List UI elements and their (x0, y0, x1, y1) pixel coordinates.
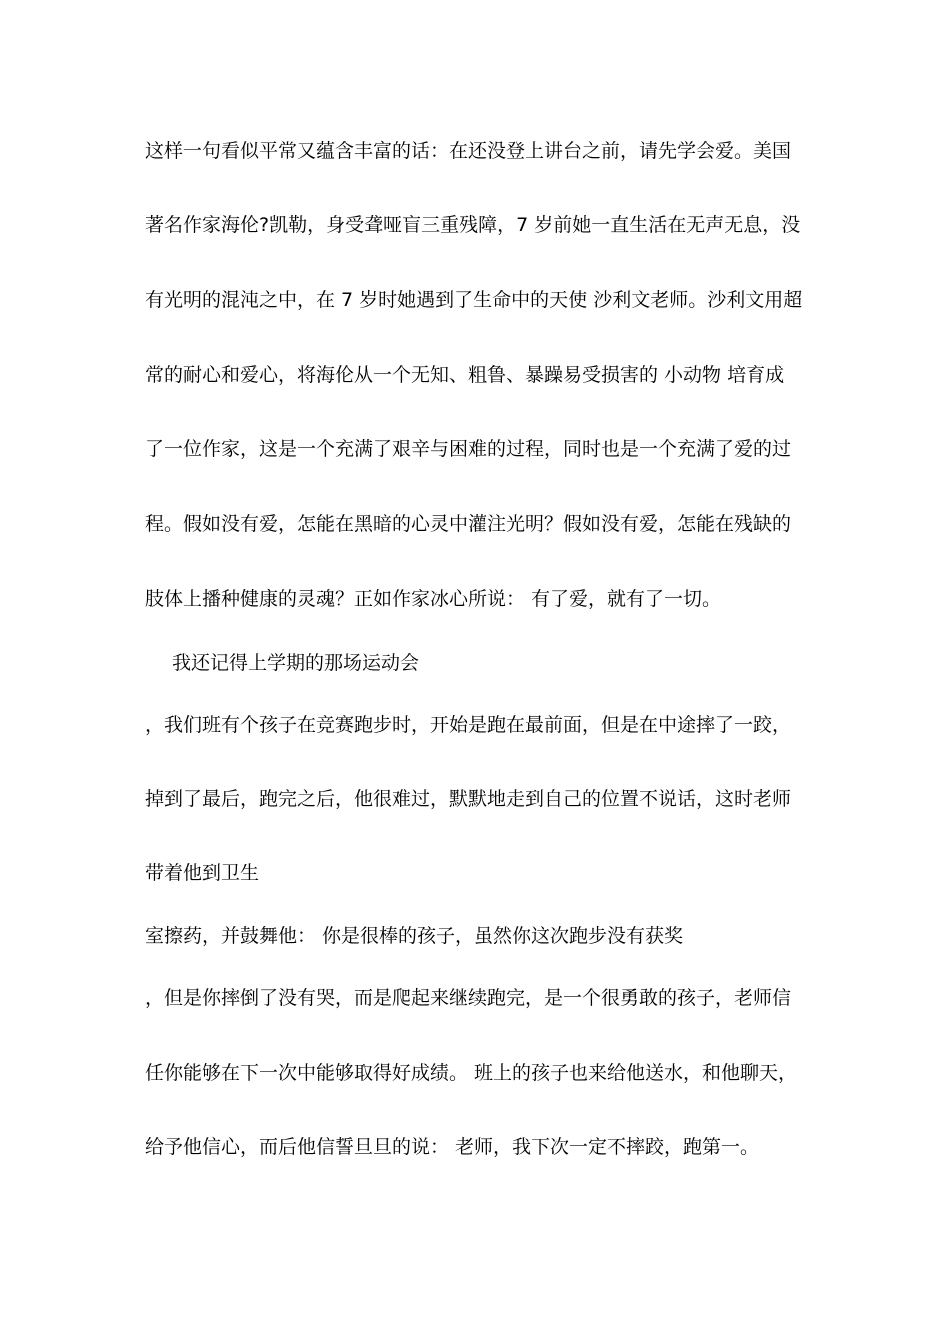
paragraph-line: 常的耐心和爱心，将海伦从一个无知、粗鲁、暴躁易受损害的 小动物 培育成 (145, 364, 785, 386)
paragraph-line: 程。假如没有爱，怎能在黑暗的心灵中灌注光明？假如没有爱，怎能在残缺的 (145, 513, 792, 535)
paragraph-line: 掉到了最后，跑完之后，他很难过，默默地走到自己的位置不说话，这时老师 (145, 788, 792, 810)
paragraph-line: 给予他信心，而后他信誓旦旦的说： 老师，我下次一定不摔跤，跑第一。 (145, 1136, 760, 1158)
paragraph-line: 带着他到卫生 (145, 862, 260, 884)
paragraph-line: 了一位作家，这是一个充满了艰辛与困难的过程，同时也是一个充满了爱的过 (145, 438, 792, 460)
paragraph-line: 肢体上播种健康的灵魂？正如作家冰心所说： 有了爱，就有了一切。 (145, 588, 722, 610)
paragraph-line: 任你能够在下一次中能够取得好成绩。 班上的孩子也来给他送水，和他聊天， (145, 1062, 798, 1084)
paragraph-line: 有光明的混沌之中，在 7 岁时她遇到了生命中的天使 沙利文老师。沙利文用超 (145, 289, 803, 311)
paragraph-line: ，但是你摔倒了没有哭，而是爬起来继续跑完，是一个很勇敢的孩子，老师信 (145, 987, 792, 1009)
paragraph-line: 著名作家海伦?凯勒，身受聋哑盲三重残障，7 岁前她一直生活在无声无息，没 (145, 214, 801, 236)
paragraph-line: 这样一句看似平常又蕴含丰富的话：在还没登上讲台之前，请先学会爱。美国 (145, 140, 792, 162)
paragraph-line: 我还记得上学期的那场运动会 (172, 652, 420, 674)
paragraph-line: ，我们班有个孩子在竞赛跑步时，开始是跑在最前面，但是在中途摔了一跤， (145, 714, 792, 736)
paragraph-line: 室擦药，并鼓舞他： 你是很棒的孩子，虽然你这次跑步没有获奖 (145, 925, 684, 947)
